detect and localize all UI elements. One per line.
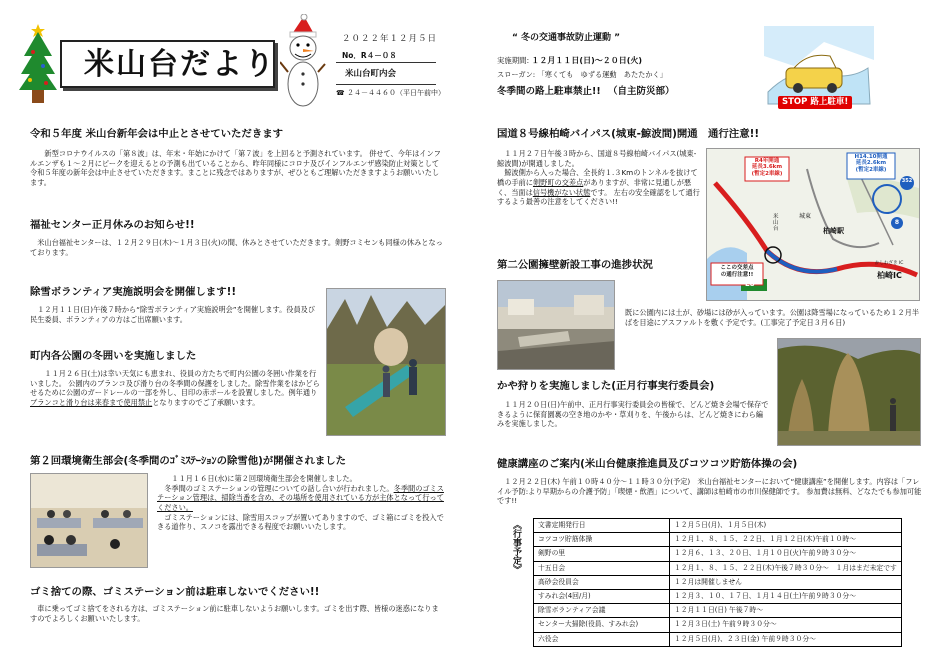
- welfare-body: 米山台福祉センターは、１２月２９日(木)～１月３日(火)の間、休みとさせていただきます。剣野コミセンも同様の休みとなっております。: [30, 238, 443, 257]
- schedule-date: １２月５日(月)、１月５日(木): [670, 519, 902, 533]
- traffic-slogan: スローガン: 「寒くても ゆずる運動 あたたかく」: [497, 70, 667, 79]
- schedule-row: [534, 632, 902, 646]
- reed-photo: [777, 338, 921, 446]
- map-r4-label: R4年開通 延長3.6km (暫定2車線): [751, 158, 783, 177]
- bypass-title: 国道８号線柏崎バイパス(城東-鯨波間)開通 通行注意!!: [497, 128, 760, 140]
- schedule-row: [534, 575, 902, 589]
- map-e8-badge: E8: [745, 280, 755, 288]
- schedule-date: １２月１、８、１５、２２日、１月１２日(木)午前１０時～: [670, 533, 902, 547]
- schedule-date: １２月５日(月)、２３日(金) 午前９時３０分～: [670, 632, 902, 646]
- schedule-event: 十五日会: [534, 561, 670, 575]
- issue-date: ２０２２年１２月５日: [342, 34, 438, 44]
- masthead-frame: [60, 40, 275, 88]
- park-winter-title: 町内各公園の冬囲いを実施しました: [30, 350, 197, 362]
- schedule-row: [534, 519, 902, 533]
- map-crossing-note: ここの交差点 の通行注意!!: [720, 265, 754, 279]
- schedule-date: １２月１、８、１５、２２日(木)午後７時３０分～ １月はまだ未定です: [670, 561, 902, 575]
- garbage-parking-body: 車に乗ってゴミ捨てをされる方は、ゴミステーション前に駐車しないようお願いします。ゴミを出す際、皆様の迷惑になりますのでよろしくお願いいたします。: [30, 604, 439, 623]
- schedule-event: 高砂会役員会: [534, 575, 670, 589]
- phone-number: ２４－４４６０（平日午前中）: [346, 89, 445, 97]
- stop-parking-sign: STOP 路上駐車!: [778, 96, 852, 109]
- park-winter-body: １１月２６日(土)は幸い天気にも恵まれ、役員の方たちで町内公園の冬囲い作業を行いました。 公園内のブランコ及び滑り台の冬季間の保護をしました。除雪作業をはかどらせるために公園のガードレールの一部を外し、目印の赤ポールを設置しました。例年通りブランコと滑り台は来春まで使用禁止となりますのでご了承願います。: [30, 369, 320, 407]
- schedule-row: [534, 547, 902, 561]
- map-johto-label: 城東: [799, 213, 812, 220]
- route-8-badge: 8: [894, 219, 900, 226]
- schedule-date: １２月１１日(日) 午後７時～: [670, 604, 902, 618]
- park-wall-photo: [497, 280, 615, 370]
- station-management-notice: 冬季間のゴミステーション管理は、掃除当番を含め、その場所を使用されている方が主体となって行ってください。: [157, 483, 444, 512]
- route-352-badge: 352: [901, 178, 913, 184]
- snow-volunteer-title: 除雪ボランティア実施説明会を開催します!!: [30, 286, 237, 298]
- reed-title: かや狩りを実施しました(正月行事実行委員会): [497, 380, 715, 392]
- schedule-label: 《行事予定》: [511, 520, 521, 574]
- schedule-row: [534, 604, 902, 618]
- schedule-date: １２月３日(土) 午前９時３０分～: [670, 618, 902, 632]
- bypass-body: １１月２７日午後３時から、国道８号線柏崎バイパス(城東-鯨波間)が開通しました。 鯨波側から入った場合、全長約１.３Kmのトンネルを抜けて橋の手前に剣野町の交差点がありますが、非常に見通しが悪く、当面は信号機がない状態です。 左右の安全確認をして通行するよう最善の注意をしてください!!: [497, 149, 700, 207]
- schedule-event: 剣野の里: [534, 547, 670, 561]
- meeting-photo: [30, 473, 148, 568]
- new-year-title: 令和５年度 米山台新年会は中止とさせていただきます: [30, 128, 283, 140]
- environment-title: 第２回環境衛生部会(冬季間のｺﾞﾐｽﾃｰｼｮﾝの除雪他)が開催されました: [30, 455, 347, 467]
- schedule-event: 文書定期発行日: [534, 519, 670, 533]
- schedule-event: 六役会: [534, 632, 670, 646]
- snowman-mascot-icon: [280, 14, 326, 110]
- schedule-event: すみれ会(4回/月): [534, 589, 670, 603]
- welfare-title: 福祉センター正月休みのお知らせ!!: [30, 219, 195, 231]
- environment-body: １１月１６日(水)に第２回環境衛生部会を開催しました。 冬季間のゴミステーションの管理についての話し合いが行われました。冬季間のゴミステーション管理は、掃除当番を含め、その場所を使用されている方が主体となって行ってください。 ゴミステーションには、除雪用スコップが置いてありますので、ゴミ箱にゴミを投入できる道作り、スノコを露出できる程度でお願いいたします。: [157, 474, 444, 532]
- schedule-date: １２月は開催しません: [670, 575, 902, 589]
- schedule-event: センター大掃除(役員、すみれ会): [534, 618, 670, 632]
- newsletter-title: 米山台だより: [84, 47, 276, 82]
- map-yoneyama-label: 米山台: [773, 214, 779, 232]
- schedule-date: １２月６、１３、２０日、１月１０日(火)午前９時３０分～: [670, 547, 902, 561]
- traffic-title: “ 冬の交通事故防止運動 ”: [512, 33, 621, 43]
- park-wall-body: 既に公園内には土が、砂場には砂が入っています。公園は降雪場になっているため１２月半ばを目途にアスファルトを敷く予定です。(工事完了予定日３月６日): [625, 308, 920, 327]
- phone-icon: ☎: [336, 89, 345, 97]
- schedule-event: コツコツ貯筋体操: [534, 533, 670, 547]
- park-wall-title: 第二公園擁壁新設工事の進捗状況: [497, 259, 653, 271]
- map-ic-label: 柏崎IC: [877, 271, 902, 280]
- phone-line: [336, 89, 445, 98]
- schedule-table: [533, 518, 902, 647]
- schedule-row: [534, 618, 902, 632]
- issue-number: No．R４－０８: [342, 51, 397, 60]
- park-winter-photo: [326, 288, 446, 436]
- playground-ban-notice: ブランコと滑り台は来春まで使用禁止: [30, 397, 153, 407]
- schedule-row: [534, 561, 902, 575]
- christmas-tree-icon: [18, 20, 58, 106]
- health-body: １２月２２日(木) 午前１０時４０分～１１時３０分(予定) 米山台福祉センターにおいて“健康講座”を開催します。内容は「フレイル予防:より早期からの介護予防」「喫煙・飲酒」について、講師は柏崎市の市川保健師です。 参加費は無料、どなたでも参加可能です!!: [497, 477, 922, 506]
- schedule-row: [534, 589, 902, 603]
- map-h14-label: H14.10開通 延長2.6km (暫定2車線): [854, 154, 888, 173]
- schedule-row: [534, 533, 902, 547]
- traffic-period: 実施期間: １２月１１日(日)～２０日(火): [497, 56, 643, 65]
- health-title: 健康講座のご案内(米山台健康推進員及びコツコツ貯筋体操の会): [497, 458, 798, 470]
- new-year-body: 新型コロナウイルスの「第８波」は、年末・年始にかけて「第７波」を上回ると予測されています。 併せて、今年はインフルエンザも１～２月にピークを迎えるとの予測も出ていることから、昨年同様にコロナ及びインフルエンザ感染防止対策として令和５年度の新年会は中止させていただきます。まことに残念ではありますが、ぜひともご理解いただきますようお願いいたします。: [30, 149, 441, 187]
- parking-ban-line: 冬季間の路上駐車禁止!! （自主防災部）: [497, 86, 675, 97]
- schedule-date: １２月３、１０、１７日、１月１４日(土)午前９時３０分～: [670, 589, 902, 603]
- bypass-map: [706, 148, 920, 301]
- reed-body: １１月２０日(日)午前中、正月行事実行委員会の皆様で、どんど焼き会場で保存できるように保育園裏の空き地のかや・草刈りを、午後からは、どんど焼きにわら編みを実施しました。: [497, 400, 769, 429]
- map-ic-kana: かしわざき IC: [875, 261, 904, 266]
- schedule-event: 除雪ボランティア会議: [534, 604, 670, 618]
- publisher-name: 米山台町内会: [345, 69, 397, 79]
- garbage-parking-title: ゴミ捨ての際、ゴミステーション前は駐車しないでください!!: [30, 586, 320, 598]
- snow-volunteer-body: １２月１１日(日)午後７時から“除雪ボランティア実施説明会”を開催します。役員及び民生委員、ボランティアの方はご出席願います。: [30, 305, 316, 324]
- map-station-label: 柏崎駅: [823, 227, 844, 235]
